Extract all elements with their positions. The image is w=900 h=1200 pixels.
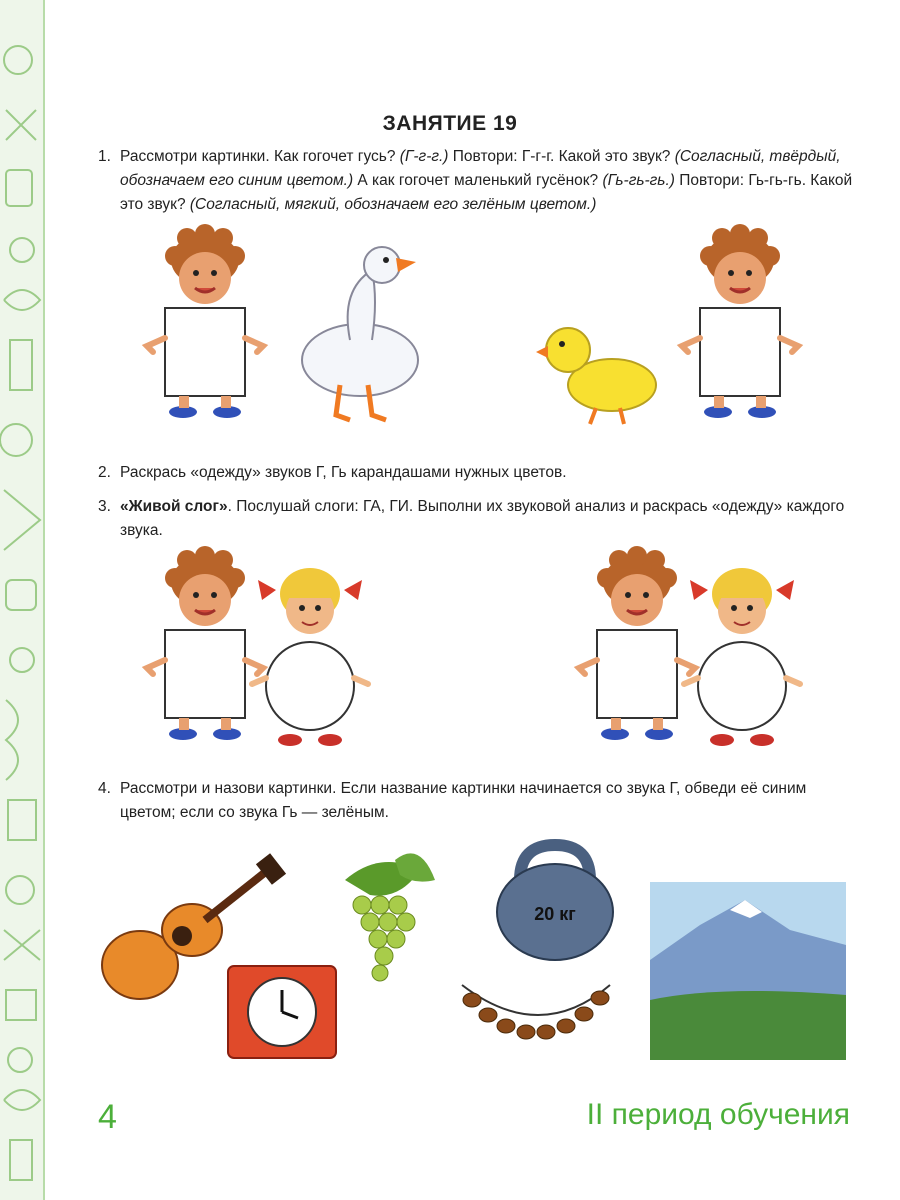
text-run: Повтори: Г-г-г. Какой это звук? [448,148,675,165]
period-label: II период обучения [586,1098,850,1131]
text-run: . Послушай слоги: ГА, ГИ. Выполни их звуковой анализ и раскрась «одежду» каждого звука. [120,498,845,539]
text-run: Рассмотри и назови картинки. Если название картинки начинается со звука Г, обведи её синим цветом; если со звука Гь — зелёным. [120,780,807,821]
boy-figure [147,546,263,740]
text-run: Раскрась «одежду» звуков Г, Гь карандашами нужных цветов. [120,464,567,481]
grapes-image [345,853,435,981]
bold-term: «Живой слог» [120,498,228,515]
answer-hint: (Г-г-г.) [399,148,449,165]
boy-figure [147,224,263,418]
mountains-image [650,882,846,1060]
task-number: 4. [98,780,111,797]
weight-label: 20 кг [534,904,576,924]
task-number: 1. [98,148,111,165]
page-number: 4 [98,1098,117,1136]
boy-figure [579,546,695,740]
boy-figure [682,224,798,418]
girl-figure [252,568,368,746]
task-number: 3. [98,498,111,515]
gosling-image [536,328,656,424]
text-run: Повтори: Гь-гь-гь. Какой это звук? [120,172,853,213]
girl-figure [684,568,800,746]
text-run: Рассмотри картинки. Как гогочет гусь? [120,148,400,165]
answer-hint: (Согласный, мягкий, обозначаем его зелёным цветом.) [189,196,597,213]
answer-hint: (Гь-гь-гь.) [602,172,675,189]
answer-hint: (Согласный, твёрдый, обозначаем его синим цветом.) [120,148,841,189]
lesson-title: ЗАНЯТИЕ 19 [382,112,518,135]
text-run: А как гогочет маленький гусёнок? [353,172,603,189]
alarm-clock-image [228,966,336,1058]
goose-image [302,247,418,420]
weight-image [497,845,613,960]
mushroom-garland-image [462,985,610,1039]
task-number: 2. [98,464,111,481]
